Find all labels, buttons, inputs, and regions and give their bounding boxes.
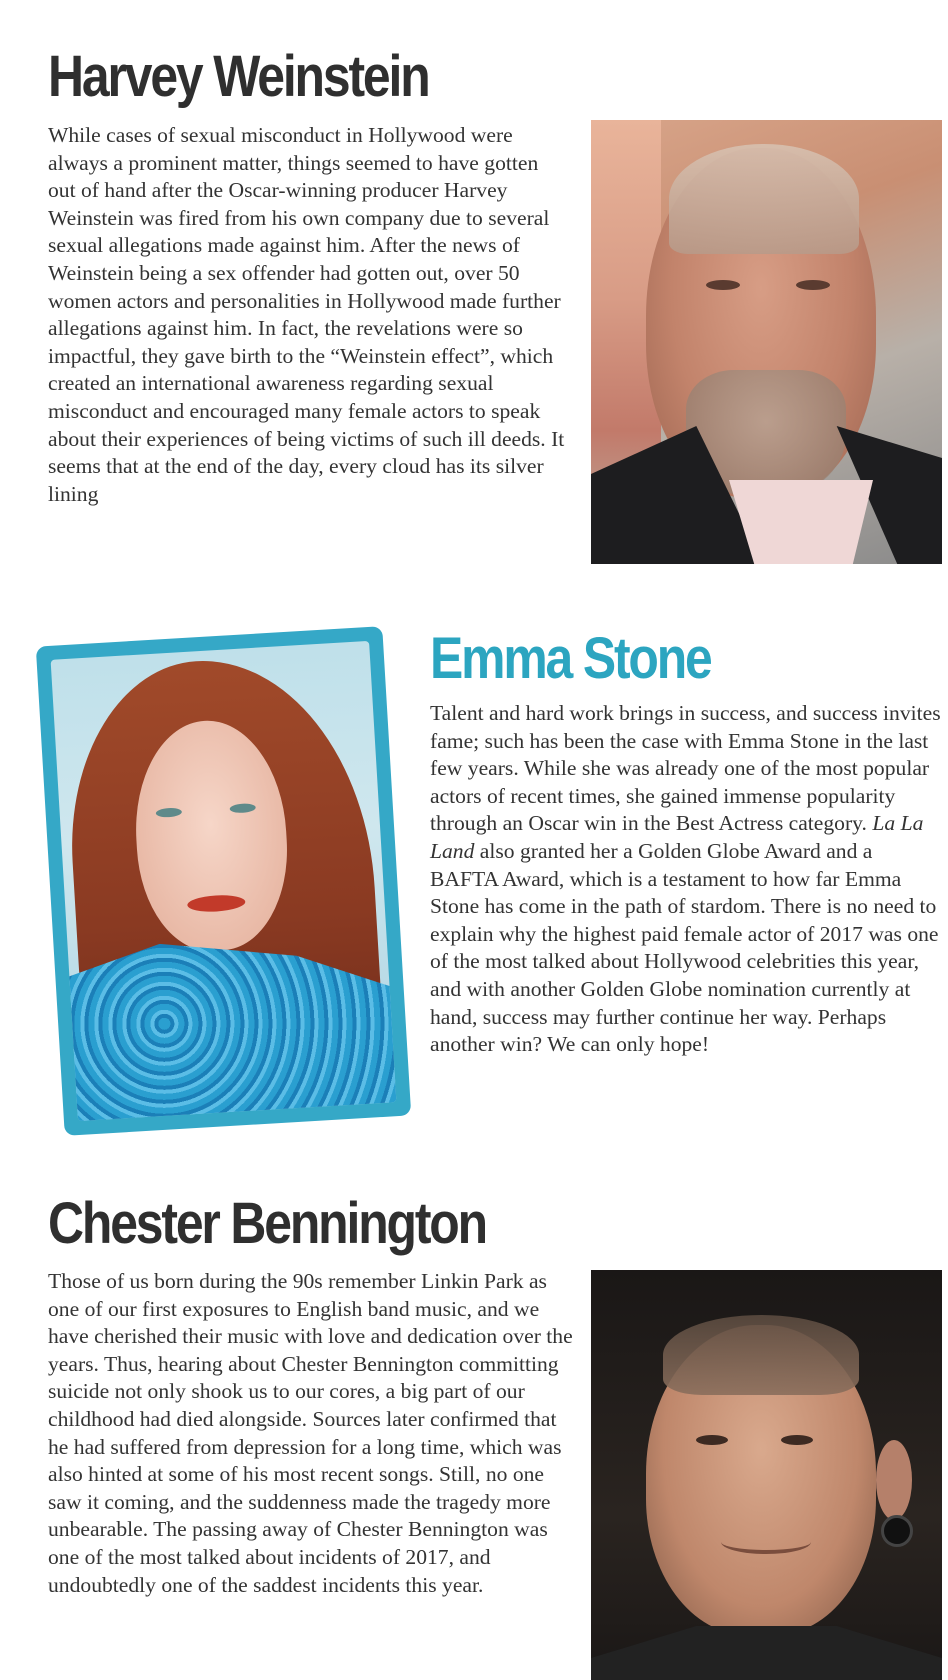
emma-stone-paragraph xyxy=(430,700,945,1059)
emma-stone-text-part-2: also granted her a Golden Globe Award and a BAFTA Award, which is a testament to how far Emma Stone has come in the path of stardom. There is no need to explain why the highest paid female actor of 2017 was one of the most talked about Hollywood celebrities this year, and with another Golden Globe nomination currently at hand, success may further continue her way. Perhaps another win? We can only hope! xyxy=(430,838,939,1057)
emma-stone-heading: Emma Stone xyxy=(430,626,711,691)
chester-bennington-paragraph: Those of us born during the 90s remember Linkin Park as one of our first exposures to English band music, and we have cherished their music with love and dedication over the years. Thus, hearing about Chester Bennington committing suicide not only shook us to our cores, a big part of our childhood had died alongside. Sources later confirmed that he had suffered from depression for a long time, which was also hinted at some of his most recent songs. Still, no one saw it coming, and the suddenness made the tragedy more unbearable. The passing away of Chester Bennington was one of the most talked about incidents of 2017, and undoubtedly one of the saddest incidents this year. xyxy=(48,1269,573,1597)
chester-bennington-heading: Chester Bennington xyxy=(48,1191,486,1256)
emma-stone-framed-photo xyxy=(36,626,411,1136)
harvey-weinstein-paragraph: While cases of sexual misconduct in Hollywood were always a prominent matter, things seemed to have gotten out of hand after the Oscar-winning producer Harvey Weinstein was fired from his own company due to several sexual allegations made against him. After the news of Weinstein being a sex offender had gotten out, over 50 women actors and personalities in Hollywood made further allegations against him. In fact, the revelations were so impactful, they gave birth to the “Weinstein effect”, which created an international awareness regarding sexual misconduct and encouraged many female actors to speak about their experiences of being victims of such ill deeds. It seems that at the end of the day, every cloud has its silver lining xyxy=(48,123,565,506)
harvey-weinstein-photo xyxy=(591,120,942,564)
harvey-weinstein-heading: Harvey Weinstein xyxy=(48,44,429,109)
la-la-land-title: La La Land xyxy=(430,811,924,863)
chester-bennington-photo xyxy=(591,1270,942,1680)
emma-stone-text-part-1: Talent and hard work brings in success, and success invites fame; such has been the case with Emma Stone in the last few years. While she was already one of the most popular actors of recent times, she gained immense popularity through an Oscar win in the Best Actress category. xyxy=(430,701,941,836)
